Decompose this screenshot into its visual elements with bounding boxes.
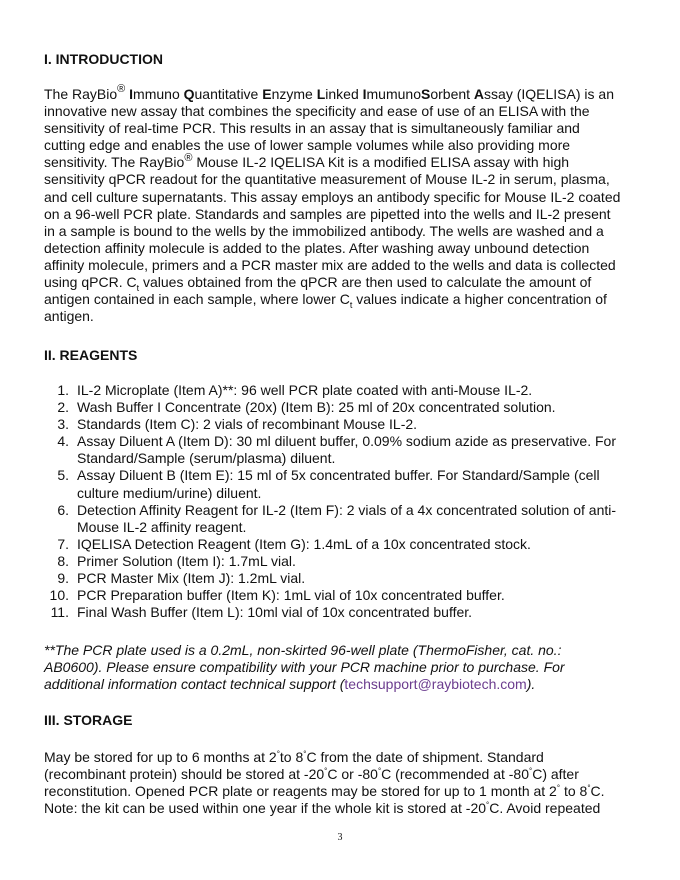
section-heading-storage: III. STORAGE <box>44 712 133 728</box>
intro-line-6: sensitivity qPCR readout for the quantitative measurement of Mouse IL-2 in serum, plasma, <box>44 171 610 188</box>
storage-line-3: reconstitution. Opened PCR plate or reagents may be stored for up to 1 month at 2° to 8°C. <box>44 783 605 800</box>
note-line-2: AB0600). Please ensure compatibility with your PCR machine prior to purchase. For <box>44 659 565 676</box>
reagent-item-text: Wash Buffer I Concentrate (20x) (Item B): 25 ml of 20x concentrated solution. <box>77 399 556 416</box>
reagent-item-text: Mouse IL-2 affinity reagent. <box>77 518 247 535</box>
reagent-item-text: culture medium/urine) diluent. <box>77 484 262 501</box>
reagents-list <box>44 382 644 621</box>
intro-line-7: and cell culture supernatants. This assay employs an antibody specific for Mouse IL-2 coated <box>44 188 621 205</box>
intro-line-5: sensitivity. The RayBio® Mouse IL-2 IQELISA Kit is a modified ELISA assay with high <box>44 151 570 171</box>
reagent-item-number: 5. <box>57 467 69 484</box>
intro-line-4: cutting edge and enables the use of lower sample volumes while also providing more <box>44 137 571 154</box>
reagent-item-number: 10. <box>49 587 69 604</box>
storage-line-1: May be stored for up to 6 months at 2°to 8°C from the date of shipment. Standard <box>44 749 544 765</box>
reagent-item-text: Detection Affinity Reagent for IL-2 (Item F): 2 vials of a 4x concentrated solution of anti- <box>77 501 617 518</box>
reagent-item <box>44 433 644 467</box>
reagent-item <box>44 587 644 604</box>
note-line-1: **The PCR plate used is a 0.2mL, non-skirted 96-well plate (ThermoFisher, cat. no.: <box>44 642 562 658</box>
reagent-item-text: Assay Diluent B (Item E): 15 ml of 5x concentrated buffer. For Standard/Sample (cell <box>77 467 600 484</box>
reagent-item <box>44 382 644 399</box>
introduction-paragraph <box>44 83 634 325</box>
reagent-item-number: 7. <box>57 535 69 552</box>
reagent-item-number: 2. <box>57 399 69 416</box>
intro-line-2: innovative new assay that combines the specificity and ease of use of an ELISA with the <box>44 103 590 120</box>
reagent-item <box>44 536 644 553</box>
intro-line-3: sensitivity of real-time PCR. This results in an assay that is simultaneously familiar and <box>44 120 580 137</box>
page-number: 3 <box>337 832 343 843</box>
storage-paragraph <box>44 749 634 817</box>
techsupport-email-link[interactable]: techsupport@raybiotech.com <box>344 676 527 693</box>
reagent-item-text: PCR Preparation buffer (Item K): 1mL vial of 10x concentrated buffer. <box>77 587 505 604</box>
intro-line-12: using qPCR. $C_t$ values obtained from the qPCR are then used to calculate the amount of <box>44 274 592 293</box>
reagent-item-number: 3. <box>57 416 69 433</box>
reagent-item-number: 8. <box>57 552 69 569</box>
reagent-item-number: 4. <box>57 433 69 450</box>
reagent-item <box>44 502 644 536</box>
reagent-item-text: Final Wash Buffer (Item L): 10ml vial of 10x concentrated buffer. <box>77 604 473 621</box>
reagent-item-number: 9. <box>57 570 69 587</box>
intro-line-9: in a sample is bound to the wells by the immobilized antibody. The wells are washed and a <box>44 222 604 239</box>
note-line-3: additional information contact technical support (techsupport@raybiotech.com). <box>44 676 536 693</box>
pcr-plate-note <box>44 642 634 693</box>
intro-line-1: The RayBio® Immuno Quantitative Enzyme Linked ImumunoSorbent Assay (IQELISA) is an <box>44 83 614 102</box>
reagent-item <box>44 416 644 433</box>
reagent-item <box>44 570 644 587</box>
section-heading-reagents: II. REAGENTS <box>44 347 138 363</box>
storage-line-2: (recombinant protein) should be stored at -20°C or -80°C (recommended at -80°C) after <box>44 766 579 783</box>
reagent-item-text: Primer Solution (Item I): 1.7mL vial. <box>77 552 296 569</box>
reagent-item <box>44 604 644 621</box>
intro-line-8: on a 96-well PCR plate. Standards and samples are pipetted into the wells and IL-2 present <box>44 205 611 222</box>
reagent-item-text: IQELISA Detection Reagent (Item G): 1.4mL of a 10x concentrated stock. <box>77 535 531 552</box>
storage-line-4: Note: the kit can be used within one year if the whole kit is stored at -20°C. Avoid repeated <box>44 800 601 817</box>
reagent-item-text: Standards (Item C): 2 vials of recombinant Mouse IL-2. <box>77 416 418 433</box>
reagent-item <box>44 467 644 501</box>
intro-line-11: affinity molecule, primers and a PCR master mix are added to the wells and data is collected <box>44 256 616 273</box>
section-heading-introduction: I. INTRODUCTION <box>44 51 163 67</box>
reagent-item-text: Standard/Sample (serum/plasma) diluent. <box>77 450 336 467</box>
reagent-item <box>44 399 644 416</box>
reagent-item-number: 11. <box>50 604 69 621</box>
reagent-item-text: Assay Diluent A (Item D): 30 ml diluent buffer, 0.09% sodium azide as preservative. For <box>77 433 616 450</box>
reagent-item <box>44 553 644 570</box>
intro-line-14: antigen. <box>44 308 94 325</box>
reagent-item-number: 6. <box>57 501 69 518</box>
reagent-item-text: PCR Master Mix (Item J): 1.2mL vial. <box>77 570 306 587</box>
reagent-item-text: IL-2 Microplate (Item A)**: 96 well PCR plate coated with anti-Mouse IL-2. <box>77 382 533 398</box>
intro-line-13: antigen contained in each sample, where lower $C_t$ values indicate a higher concentration of <box>44 291 607 310</box>
intro-line-10: detection affinity molecule is added to the plates. After washing away unbound detection <box>44 239 590 256</box>
reagent-item-number: 1. <box>57 382 69 398</box>
